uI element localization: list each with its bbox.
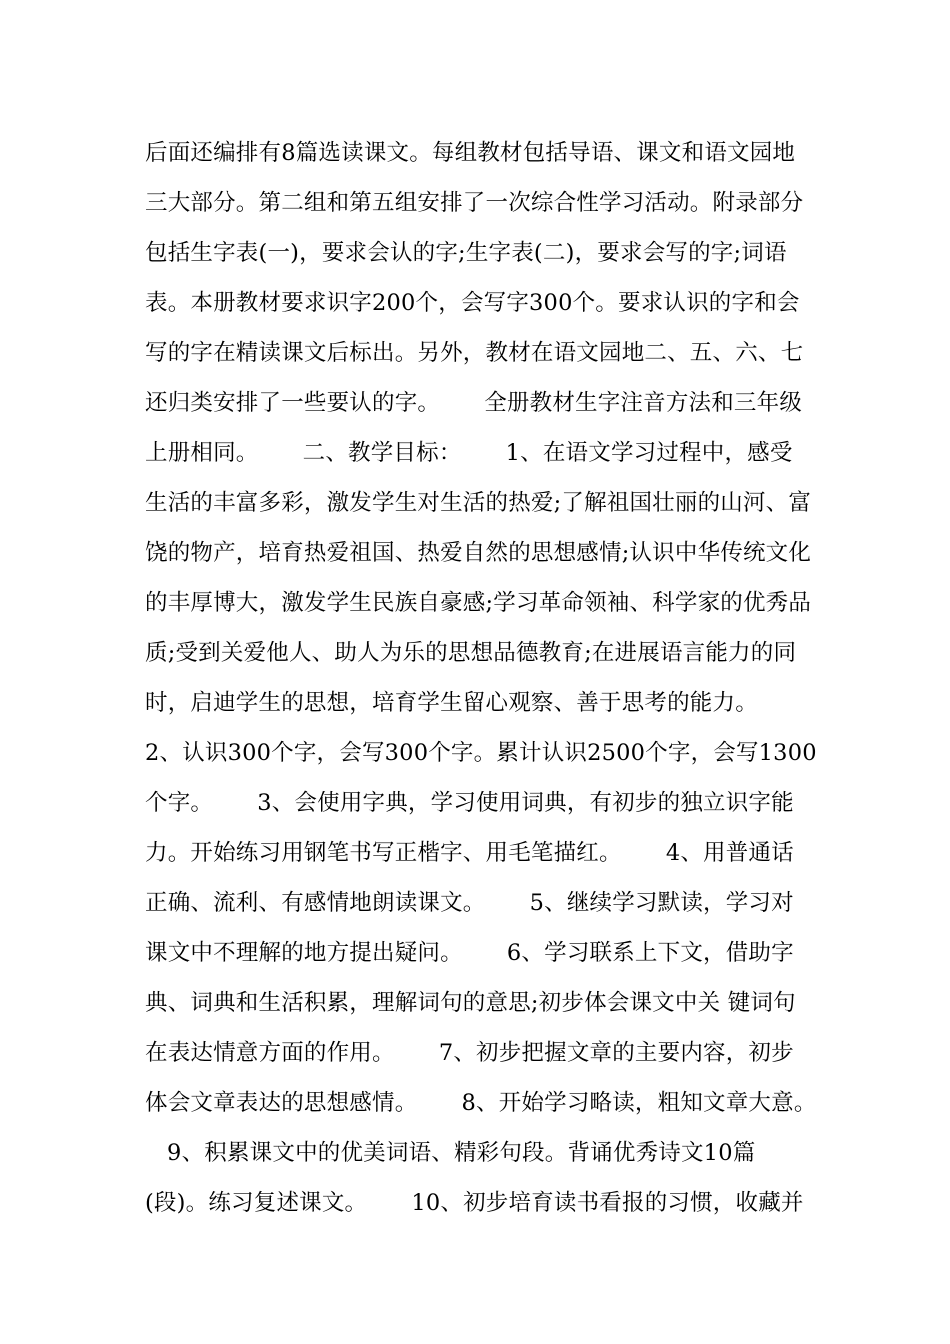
text-line: 2、认识300个字，会写300个字。累计认识2500个字，会写1300 — [145, 740, 817, 766]
text-line: 力。开始练习用钢笔书写正楷字、用毛笔描红。 4、用普通话 — [145, 840, 794, 866]
text-line: 饶的物产，培育热爱祖国、热爱自然的思想感情;认识中华传统文化 — [145, 540, 812, 566]
text-line: 生活的丰富多彩，激发学生对生活的热爱;了解祖国壮丽的山河、富 — [145, 490, 812, 516]
text-line: 还归类安排了一些要认的字。 全册教材生字注音方法和三年级 — [145, 390, 803, 416]
body-text — [145, 128, 825, 1228]
text-line: 写的字在精读课文后标出。另外，教材在语文园地二、五、六、七 — [145, 340, 804, 366]
text-line: 9、积累课文中的优美词语、精彩句段。背诵优秀诗文10篇 — [145, 1140, 756, 1166]
text-line: 课文中不理解的地方提出疑问。 6、学习联系上下文，借助字 — [145, 940, 794, 966]
text-line: 正确、流利、有感情地朗读课文。 5、继续学习默读，学习对 — [145, 890, 794, 916]
text-line: (段)。练习复述课文。 10、初步培育读书看报的习惯，收藏并 — [145, 1190, 804, 1216]
text-line: 三大部分。第二组和第五组安排了一次综合性学习活动。附录部分 — [145, 190, 804, 216]
text-line: 体会文章表达的思想感情。 8、开始学习略读，粗知文章大意。 — [145, 1090, 817, 1116]
text-line: 个字。 3、会使用字典，学习使用词典，有初步的独立识字能 — [145, 790, 794, 816]
text-line: 后面还编排有8篇选读课文。每组教材包括导语、课文和语文园地 — [145, 140, 796, 166]
text-line: 包括生字表(一)，要求会认的字;生字表(二)，要求会写的字;词语 — [145, 240, 787, 266]
text-line: 在表达情意方面的作用。 7、初步把握文章的主要内容，初步 — [145, 1040, 794, 1066]
text-line: 时，启迪学生的思想，培育学生留心观察、善于思考的能力。 — [145, 690, 758, 716]
text-line: 上册相同。 二、教学目标： 1、在语文学习过程中，感受 — [145, 440, 793, 466]
text-line: 的丰厚博大，激发学生民族自豪感;学习革命领袖、科学家的优秀品 — [145, 590, 812, 616]
text-line: 典、词典和生活积累，理解词句的意思;初步体会课文中关 键词句 — [145, 990, 796, 1016]
text-line: 表。本册教材要求识字200个，会写字300个。要求认识的字和会 — [145, 290, 800, 316]
text-line: 质;受到关爱他人、助人为乐的思想品德教育;在进展语言能力的同 — [145, 640, 797, 666]
